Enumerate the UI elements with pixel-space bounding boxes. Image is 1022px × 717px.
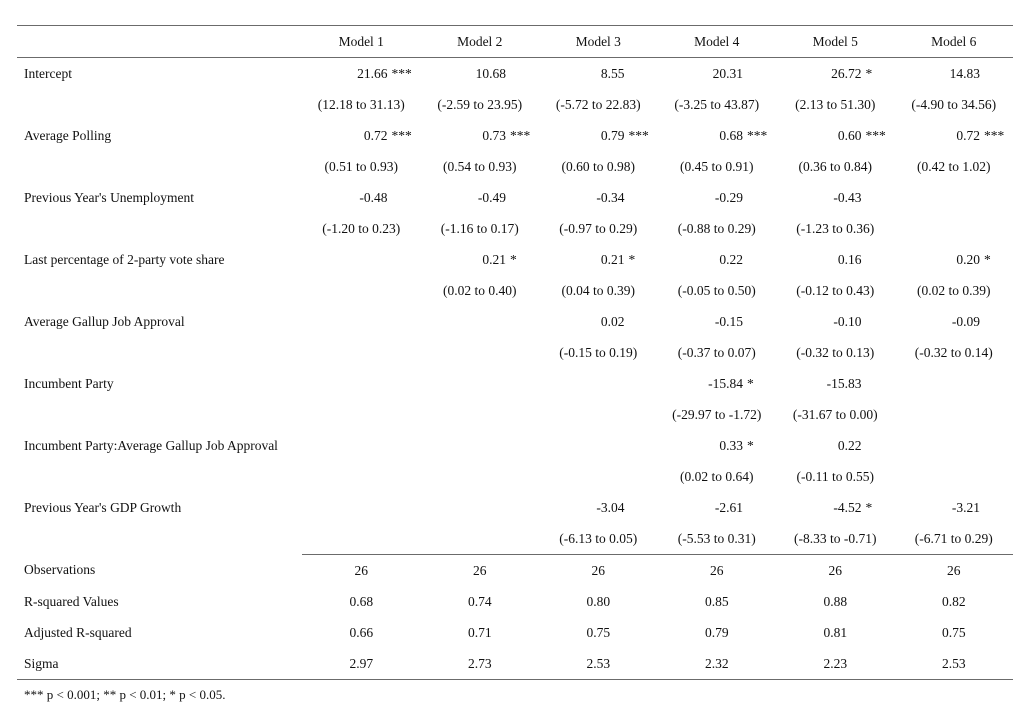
coefficient-value: -3.21	[951, 499, 980, 515]
confidence-interval-cell: (0.42 to 1.02)	[917, 158, 991, 174]
confidence-interval-cell	[421, 399, 540, 430]
statistic-value: 0.81	[823, 624, 848, 640]
coefficient-value: 26.72	[831, 65, 862, 81]
confidence-interval-cell: (0.02 to 0.40)	[443, 282, 517, 298]
regression-table	[17, 25, 1013, 680]
coefficient-cell	[421, 120, 540, 151]
confidence-interval-cell: (-0.32 to 0.13)	[796, 344, 875, 360]
statistic-label: Adjusted R-squared	[24, 624, 132, 640]
variable-label: Previous Year's GDP Growth	[24, 499, 182, 515]
coefficient-cell	[895, 306, 1014, 337]
model-header: Model 2	[457, 33, 503, 49]
coefficient-row	[17, 120, 1013, 151]
coefficient-cell	[421, 182, 540, 213]
coefficient-cell	[421, 306, 540, 337]
confidence-interval-cell: (-6.13 to 0.05)	[559, 530, 638, 546]
coefficient-value: 0.33	[719, 437, 743, 453]
confidence-interval-cell: (-0.05 to 0.50)	[677, 282, 756, 298]
coefficient-row	[17, 492, 1013, 523]
coefficient-value: -0.10	[833, 313, 862, 329]
statistic-row	[17, 617, 1013, 648]
variable-label: Last percentage of 2-party vote share	[24, 251, 225, 267]
header-blank-cell	[17, 26, 302, 58]
coefficient-value: -4.52	[833, 499, 862, 515]
coefficient-value: -0.09	[951, 313, 980, 329]
statistic-value: 26	[539, 555, 658, 587]
confidence-interval-cell: (0.60 to 0.98)	[561, 158, 635, 174]
statistic-value: 2.32	[658, 648, 777, 680]
variable-label: Intercept	[24, 65, 72, 81]
significance-stars: *	[747, 375, 754, 391]
statistic-value: 0.71	[467, 624, 492, 640]
coefficient-row	[17, 306, 1013, 337]
confidence-interval-cell: (-1.16 to 0.17)	[440, 220, 519, 236]
significance-stars: *	[984, 251, 991, 267]
coefficient-row	[17, 244, 1013, 275]
statistic-value: 0.74	[467, 593, 492, 609]
coefficient-cell	[895, 120, 1014, 151]
model-header: Model 1	[338, 33, 384, 49]
statistic-value: 2.23	[776, 648, 895, 680]
coefficient-cell	[302, 244, 421, 275]
ci-blank-cell	[17, 523, 302, 555]
coefficient-cell	[302, 120, 421, 151]
confidence-interval-cell: (-31.67 to 0.00)	[792, 406, 878, 422]
variable-label: Incumbent Party:Average Gallup Job Approval	[24, 437, 278, 453]
ci-blank-cell	[17, 461, 302, 492]
coefficient-value: 0.60	[837, 127, 862, 143]
coefficient-cell	[539, 492, 658, 523]
confidence-interval-cell: (12.18 to 31.13)	[317, 96, 405, 112]
variable-label: Average Gallup Job Approval	[24, 313, 185, 329]
coefficient-cell	[539, 120, 658, 151]
coefficient-cell	[539, 58, 658, 90]
confidence-interval-cell: (-2.59 to 23.95)	[437, 96, 523, 112]
significance-stars: ***	[628, 127, 649, 143]
confidence-interval-cell: (2.13 to 51.30)	[795, 96, 876, 112]
coefficient-cell	[658, 492, 777, 523]
statistic-value: 2.97	[302, 648, 421, 680]
variable-label: Incumbent Party	[24, 375, 114, 391]
coefficient-cell	[658, 368, 777, 399]
coefficient-cell	[539, 182, 658, 213]
coefficient-row	[17, 58, 1013, 90]
confidence-interval-cell	[421, 523, 540, 555]
confidence-interval-cell: (-1.20 to 0.23)	[322, 220, 401, 236]
confidence-interval-cell: (0.02 to 0.64)	[680, 468, 754, 484]
statistic-value: 0.66	[349, 624, 374, 640]
confidence-interval-row	[17, 89, 1013, 120]
ci-blank-cell	[17, 213, 302, 244]
statistic-value: 0.79	[704, 624, 729, 640]
confidence-interval-row	[17, 275, 1013, 306]
statistic-value: 0.80	[586, 593, 611, 609]
confidence-interval-row	[17, 213, 1013, 244]
coefficient-cell	[895, 58, 1014, 90]
ci-blank-cell	[17, 275, 302, 306]
coefficient-cell	[895, 368, 1014, 399]
significance-stars: ***	[391, 65, 412, 81]
coefficient-cell	[776, 58, 895, 90]
coefficient-cell	[421, 492, 540, 523]
confidence-interval-cell: (-0.12 to 0.43)	[796, 282, 875, 298]
coefficient-value: 0.22	[719, 251, 743, 267]
coefficient-value: 8.55	[600, 65, 625, 81]
significance-stars: ***	[510, 127, 531, 143]
confidence-interval-cell: (0.45 to 0.91)	[680, 158, 754, 174]
coefficient-value: -3.04	[596, 499, 625, 515]
statistic-value: 26	[776, 555, 895, 587]
coefficient-value: -0.29	[714, 189, 743, 205]
coefficient-cell	[658, 120, 777, 151]
statistic-row	[17, 648, 1013, 680]
coefficient-cell	[421, 430, 540, 461]
coefficient-value: 0.22	[837, 437, 862, 453]
significance-stars: ***	[747, 127, 768, 143]
confidence-interval-cell: (-0.15 to 0.19)	[559, 344, 638, 360]
coefficient-cell	[302, 368, 421, 399]
coefficient-cell	[539, 306, 658, 337]
coefficient-row	[17, 182, 1013, 213]
confidence-interval-cell: (-0.37 to 0.07)	[677, 344, 756, 360]
ci-blank-cell	[17, 151, 302, 182]
coefficient-value: -15.83	[826, 375, 862, 391]
statistic-value: 26	[658, 555, 777, 587]
confidence-interval-cell: (0.02 to 0.39)	[917, 282, 991, 298]
coefficient-value: 0.68	[719, 127, 743, 143]
confidence-interval-cell	[895, 461, 1014, 492]
coefficient-value: 0.21	[482, 251, 506, 267]
coefficient-cell	[776, 492, 895, 523]
coefficient-value: 0.02	[600, 313, 625, 329]
coefficient-cell	[539, 430, 658, 461]
coefficient-cell	[302, 492, 421, 523]
confidence-interval-cell: (-0.32 to 0.14)	[914, 344, 993, 360]
significance-stars: *	[510, 251, 517, 267]
significance-stars: *	[865, 499, 873, 515]
statistic-value: 0.68	[349, 593, 374, 609]
confidence-interval-cell: (-6.71 to 0.29)	[914, 530, 993, 546]
statistic-label: Sigma	[17, 648, 302, 680]
coefficient-value: 14.83	[949, 65, 980, 81]
coefficient-value: 0.16	[837, 251, 862, 267]
significance-stars: ***	[391, 127, 412, 143]
confidence-interval-cell	[302, 275, 421, 306]
confidence-interval-cell	[302, 399, 421, 430]
coefficient-value: 20.31	[712, 65, 743, 81]
confidence-interval-cell: (0.54 to 0.93)	[443, 158, 517, 174]
coefficient-value: 0.72	[956, 127, 980, 143]
statistic-value: 0.85	[704, 593, 729, 609]
coefficient-cell	[658, 430, 777, 461]
table-header	[17, 26, 1013, 58]
statistic-label: Observations	[24, 562, 96, 578]
confidence-interval-cell: (-8.33 to -0.71)	[794, 530, 877, 546]
coefficient-cell	[302, 430, 421, 461]
coefficient-value: 21.66	[357, 65, 388, 81]
confidence-interval-cell: (-4.90 to 34.56)	[911, 96, 997, 112]
ci-blank-cell	[17, 399, 302, 430]
statistic-label: R-squared Values	[24, 593, 119, 609]
confidence-interval-cell	[421, 337, 540, 368]
coefficient-cell	[658, 306, 777, 337]
coefficient-cell	[776, 368, 895, 399]
coefficient-cell	[895, 244, 1014, 275]
significance-stars: *	[865, 65, 873, 81]
coefficient-value: 0.20	[956, 251, 980, 267]
statistic-value: 0.75	[586, 624, 611, 640]
coefficient-cell	[776, 430, 895, 461]
confidence-interval-row	[17, 399, 1013, 430]
confidence-interval-cell	[539, 399, 658, 430]
coefficient-cell	[658, 244, 777, 275]
confidence-interval-cell	[302, 461, 421, 492]
confidence-interval-cell: (0.51 to 0.93)	[324, 158, 398, 174]
coefficient-cell	[421, 368, 540, 399]
coefficient-cell	[776, 244, 895, 275]
variable-label: Previous Year's Unemployment	[24, 189, 195, 205]
confidence-interval-cell: (-0.11 to 0.55)	[796, 468, 874, 484]
significance-stars: ***	[865, 127, 886, 143]
coefficient-value: -15.84	[708, 375, 743, 391]
coefficient-value: -2.61	[714, 499, 743, 515]
confidence-interval-cell: (-1.23 to 0.36)	[796, 220, 875, 236]
statistic-value: 2.53	[895, 648, 1014, 680]
coefficient-value: 10.68	[475, 65, 506, 81]
coefficient-value: -0.34	[596, 189, 625, 205]
confidence-interval-cell	[895, 399, 1014, 430]
confidence-interval-cell: (0.36 to 0.84)	[798, 158, 872, 174]
confidence-interval-cell: (-0.88 to 0.29)	[677, 220, 756, 236]
regression-table-container	[17, 25, 1013, 703]
model-header: Model 5	[812, 33, 858, 49]
ci-blank-cell	[17, 337, 302, 368]
confidence-interval-cell	[302, 523, 421, 555]
confidence-interval-cell: (-29.97 to -1.72)	[672, 406, 762, 422]
coefficient-cell	[658, 182, 777, 213]
statistic-value: 26	[895, 555, 1014, 587]
significance-stars: ***	[984, 127, 1005, 143]
coefficient-cell	[776, 120, 895, 151]
statistic-value: 0.82	[941, 593, 966, 609]
confidence-interval-cell: (-3.25 to 43.87)	[674, 96, 760, 112]
confidence-interval-row	[17, 523, 1013, 555]
coefficient-row	[17, 430, 1013, 461]
coefficient-cell	[421, 58, 540, 90]
significance-note: *** p < 0.001; ** p < 0.01; * p < 0.05.	[24, 687, 226, 702]
model-header: Model 4	[694, 33, 740, 49]
confidence-interval-cell	[539, 461, 658, 492]
coefficient-value: -0.43	[833, 189, 862, 205]
statistic-row	[17, 586, 1013, 617]
coefficient-cell	[539, 244, 658, 275]
statistic-value: 26	[302, 555, 421, 587]
coefficient-cell	[302, 182, 421, 213]
coefficient-row	[17, 368, 1013, 399]
coefficient-cell	[776, 306, 895, 337]
coefficient-cell	[539, 368, 658, 399]
statistic-value: 0.75	[941, 624, 966, 640]
coefficient-value: 0.79	[600, 127, 625, 143]
coefficient-cell	[658, 58, 777, 90]
confidence-interval-cell: (-5.72 to 22.83)	[555, 96, 641, 112]
confidence-interval-row	[17, 151, 1013, 182]
coefficient-cell	[776, 182, 895, 213]
coefficient-cell	[302, 58, 421, 90]
coefficient-value: 0.72	[363, 127, 388, 143]
confidence-interval-cell: (-0.97 to 0.29)	[559, 220, 638, 236]
significance-stars: *	[628, 251, 636, 267]
coefficient-value: -0.15	[714, 313, 743, 329]
confidence-interval-cell: (-5.53 to 0.31)	[677, 530, 756, 546]
coefficient-cell	[895, 492, 1014, 523]
model-header: Model 6	[931, 33, 977, 49]
coefficient-value: -0.48	[359, 189, 388, 205]
ci-blank-cell	[17, 89, 302, 120]
model-header: Model 3	[575, 33, 621, 49]
coefficient-cell	[895, 430, 1014, 461]
coefficient-value: 0.73	[482, 127, 506, 143]
confidence-interval-cell	[895, 213, 1014, 244]
confidence-interval-row	[17, 461, 1013, 492]
coefficient-value: -0.49	[477, 189, 506, 205]
confidence-interval-cell	[302, 337, 421, 368]
coefficient-cell	[895, 182, 1014, 213]
significance-stars: *	[747, 437, 754, 453]
coefficient-cell	[302, 306, 421, 337]
variable-label: Average Polling	[24, 127, 112, 143]
confidence-interval-cell	[421, 461, 540, 492]
statistic-value: 2.53	[539, 648, 658, 680]
statistic-value: 26	[421, 555, 540, 587]
statistic-value: 2.73	[421, 648, 540, 680]
coefficient-value: 0.21	[600, 251, 625, 267]
coefficient-cell	[421, 244, 540, 275]
table-body	[17, 58, 1013, 680]
statistic-row	[17, 555, 1013, 587]
confidence-interval-row	[17, 337, 1013, 368]
statistic-value: 0.88	[823, 593, 848, 609]
confidence-interval-cell: (0.04 to 0.39)	[561, 282, 635, 298]
header-row	[17, 26, 1013, 58]
